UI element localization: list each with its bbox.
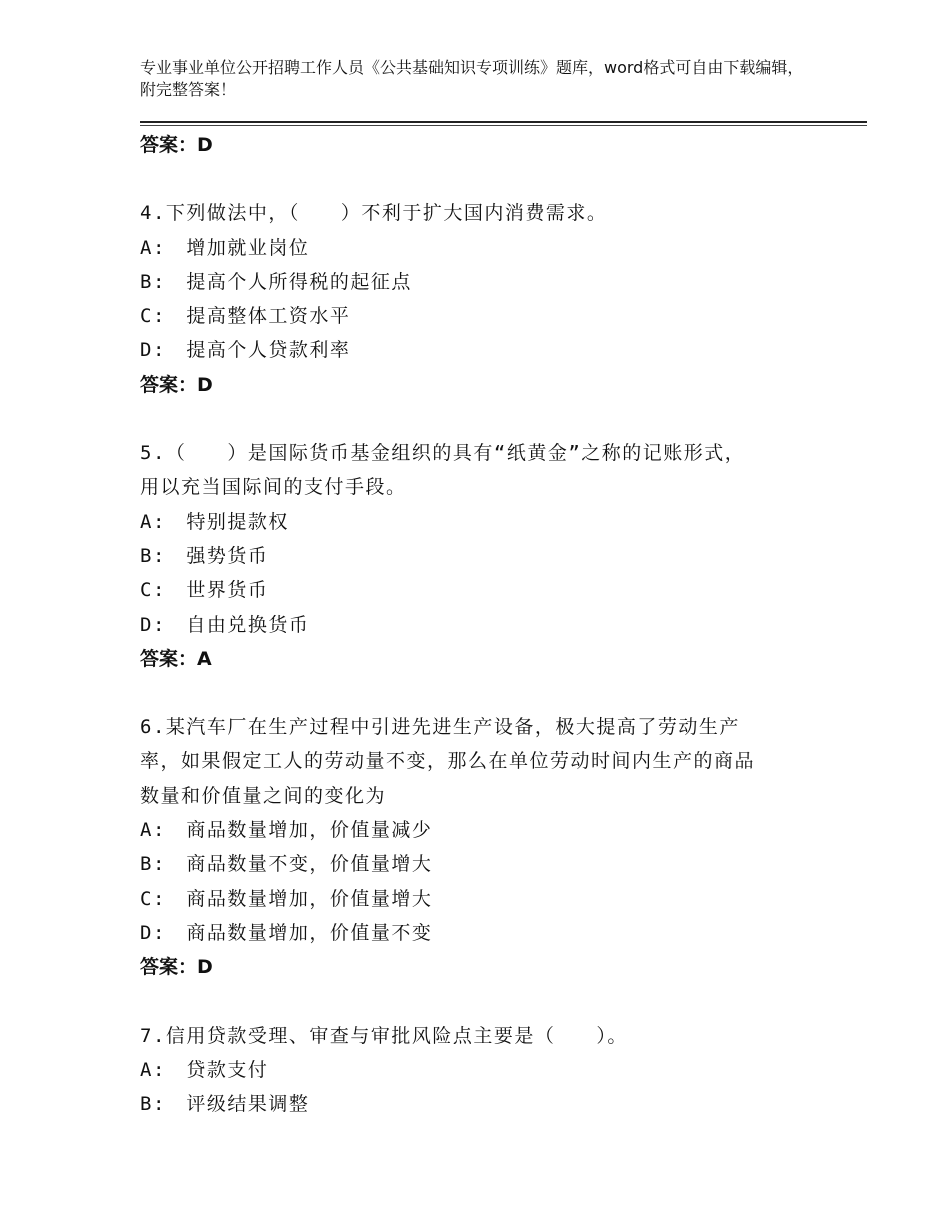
spacer <box>140 162 840 196</box>
option-d: D: 商品数量增加，价值量不变 <box>140 921 433 944</box>
option-b: B: 商品数量不变，价值量增大 <box>140 853 433 876</box>
question-stem: 7.信用贷款受理、审查与审批风险点主要是（ ）。 <box>140 1024 628 1047</box>
answer-label: 答案：D <box>140 956 213 979</box>
question-stem: 用以充当国际间的支付手段。 <box>140 476 407 499</box>
question-block <box>140 710 840 984</box>
header-rule-thin <box>140 125 867 126</box>
answer-label: 答案：A <box>140 647 212 670</box>
answer-label: 答案：D <box>140 134 213 156</box>
option-b: B: 提高个人所得税的起征点 <box>140 270 412 293</box>
answer-label: 答案：D <box>140 373 213 396</box>
question-block <box>140 1019 840 1122</box>
option-a: A: 商品数量增加，价值量减少 <box>140 819 433 842</box>
question-stem: 数量和价值量之间的变化为 <box>140 784 387 807</box>
option-c: C: 世界货币 <box>140 579 269 602</box>
option-d: D: 自由兑换货币 <box>140 613 310 636</box>
option-a: A: 增加就业岗位 <box>140 236 310 259</box>
question-stem: 5.（ ）是国际货币基金组织的具有“纸黄金”之称的记账形式， <box>140 442 746 465</box>
option-b: B: 强势货币 <box>140 544 269 567</box>
question-block <box>140 436 840 676</box>
question-stem: 6.某汽车厂在生产过程中引进先进生产设备，极大提高了劳动生产 <box>140 716 740 739</box>
option-a: A: 贷款支付 <box>140 1058 269 1081</box>
option-c: C: 提高整体工资水平 <box>140 305 351 328</box>
question-stem: 率，如果假定工人的劳动量不变，那么在单位劳动时间内生产的商品 <box>140 750 756 773</box>
question-block <box>140 196 840 402</box>
option-b: B: 评级结果调整 <box>140 1093 310 1116</box>
option-a: A: 特别提款权 <box>140 510 289 533</box>
question-list <box>140 128 840 1121</box>
question-stem: 4.下列做法中，（ ）不利于扩大国内消费需求。 <box>140 202 608 225</box>
option-d: D: 提高个人贷款利率 <box>140 339 351 362</box>
spacer <box>140 676 840 710</box>
header-rule-thick <box>140 121 867 123</box>
option-c: C: 商品数量增加，价值量增大 <box>140 887 433 910</box>
document-header: 专业事业单位公开招聘工作人员《公共基础知识专项训练》题库，word格式可自由下载编辑，附完整答案！ <box>140 58 804 99</box>
spacer <box>140 985 840 1019</box>
spacer <box>140 402 840 436</box>
